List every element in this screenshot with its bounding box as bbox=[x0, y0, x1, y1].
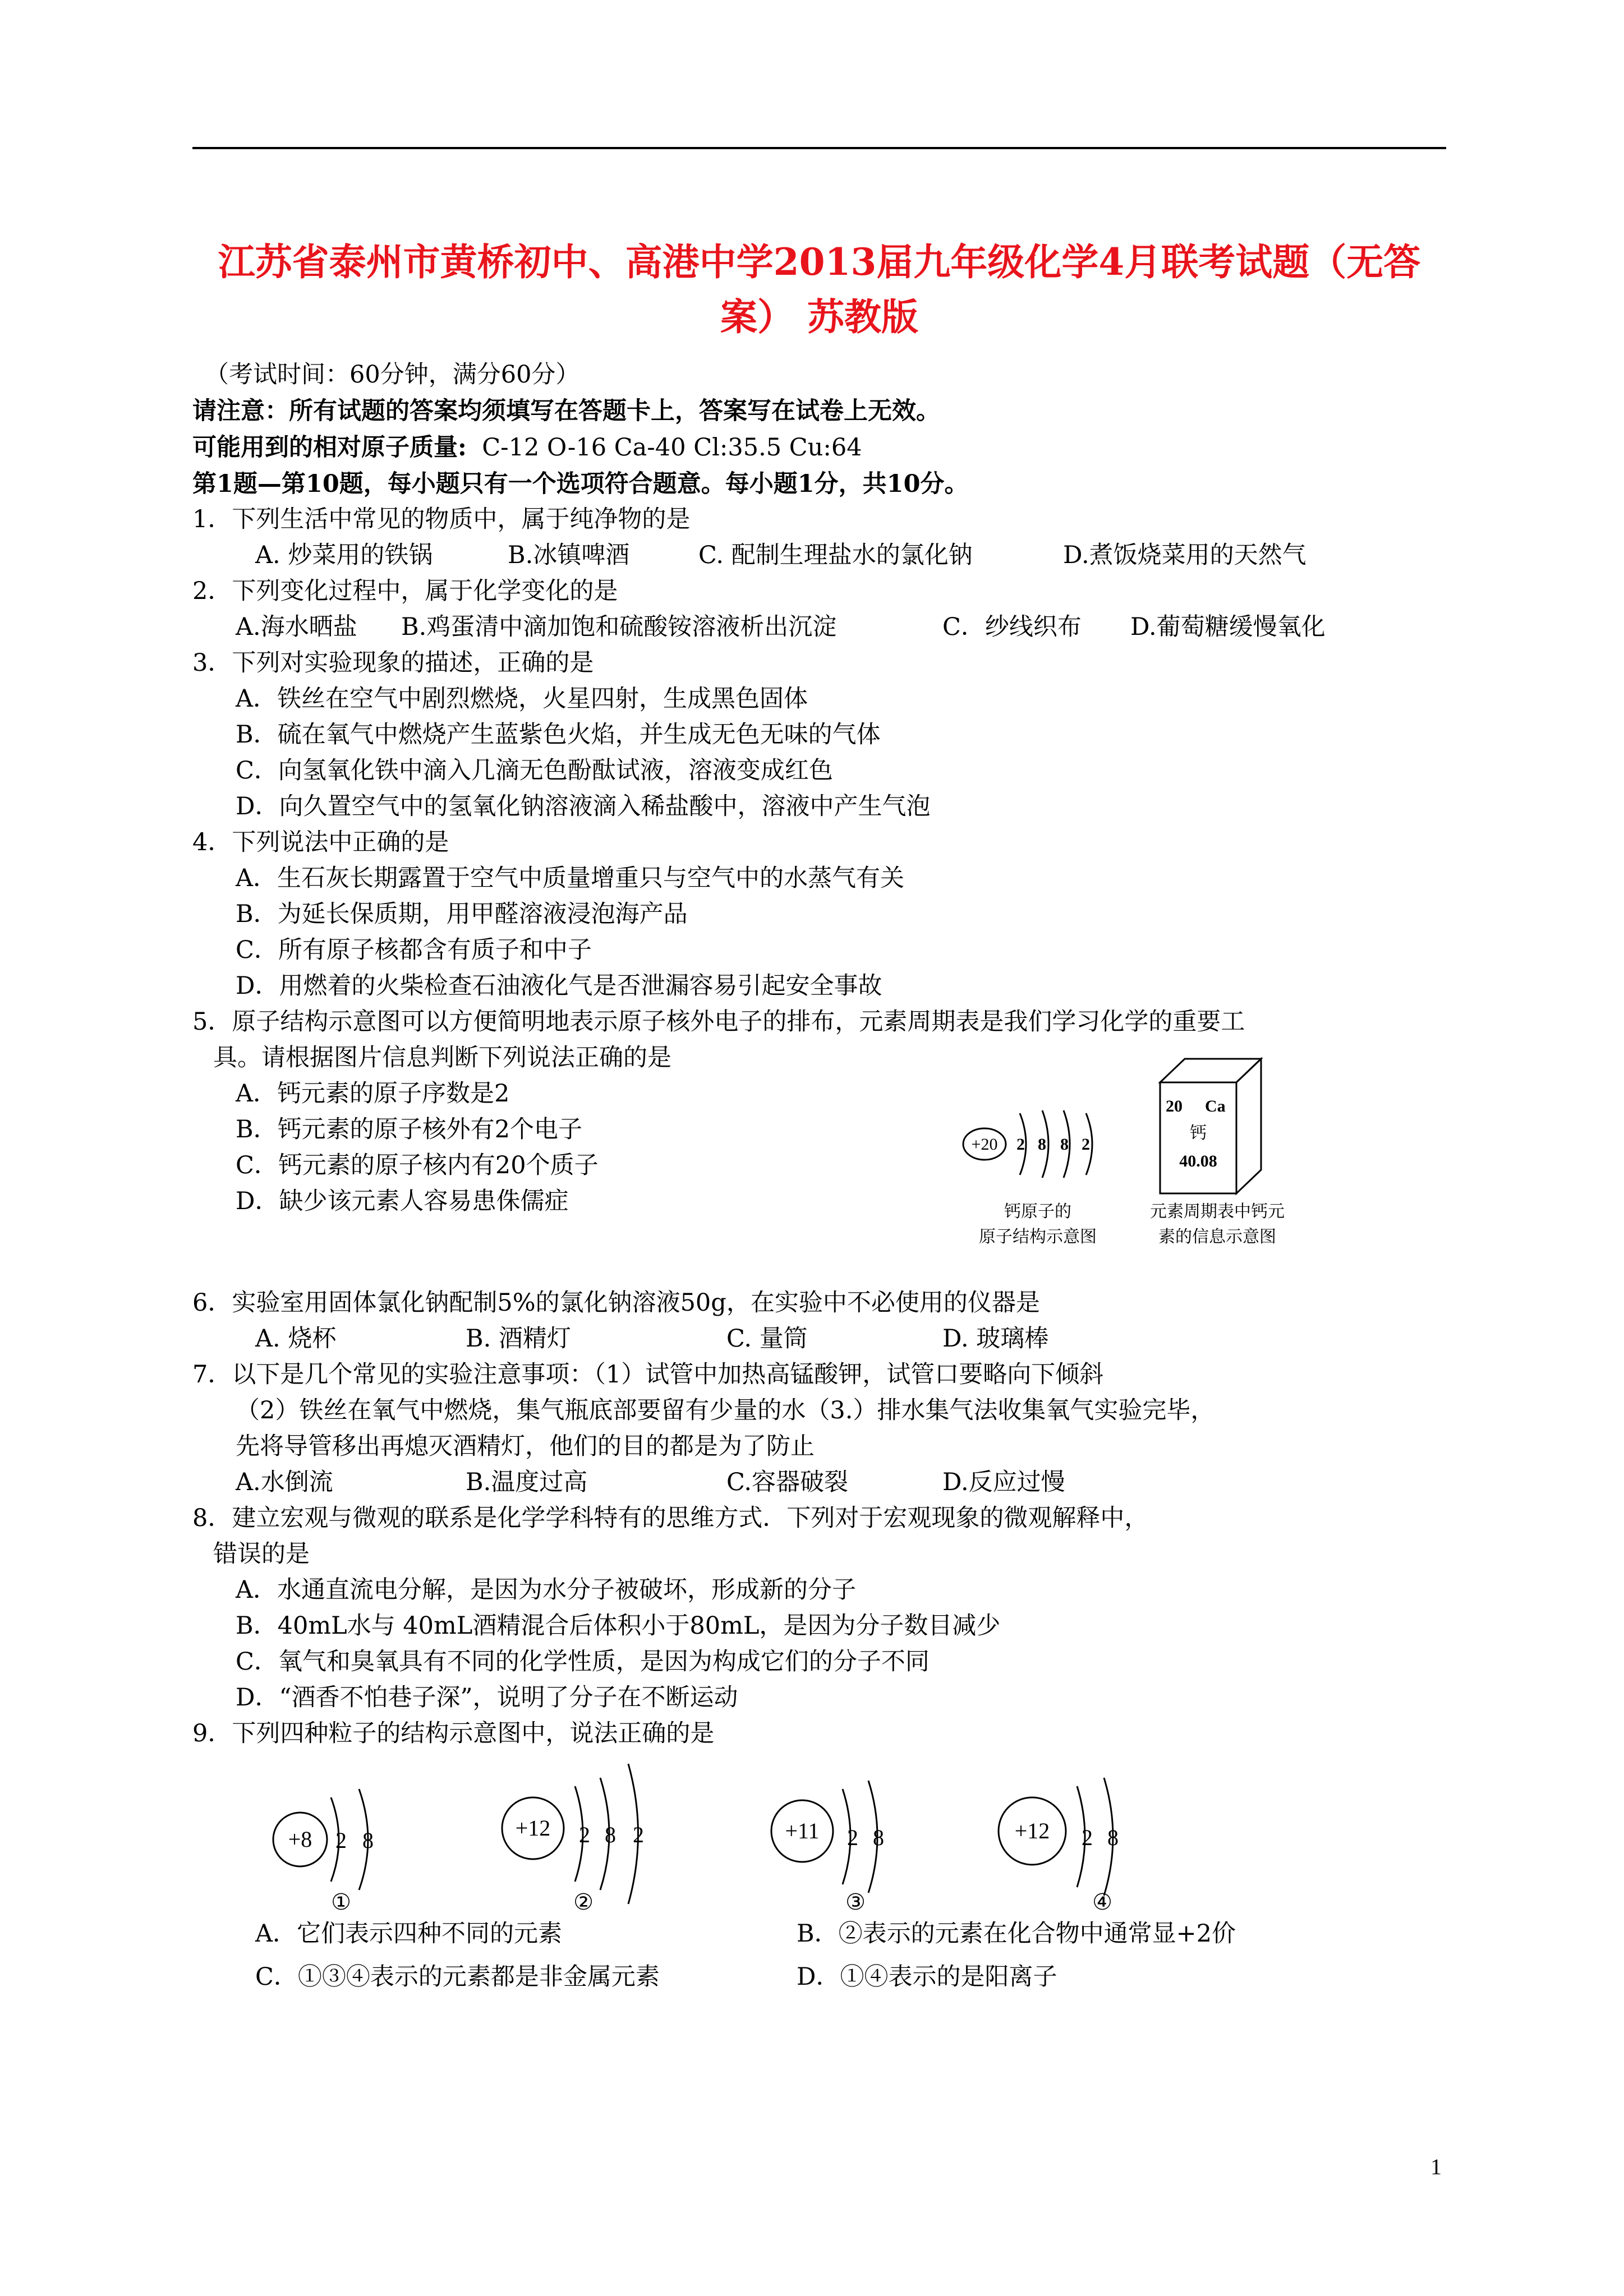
exam-time: （考试时间：60分钟，满分60分） bbox=[205, 361, 580, 389]
option: C．所有原子核都含有质子和中子 bbox=[236, 936, 592, 964]
option: B．②表示的元素在化合物中通常显+2价 bbox=[797, 1920, 1236, 1948]
periodic-tile bbox=[1150, 1059, 1285, 1246]
question-stem: 7．以下是几个常见的实验注意事项：（1）试管中加热高锰酸钾，试管口要略向下倾斜 bbox=[192, 1361, 1104, 1389]
option: C．向氢氧化铁中滴入几滴无色酚酞试液，溶液变成红色 bbox=[236, 757, 833, 785]
shell-electrons: 8 bbox=[1060, 1135, 1069, 1154]
atom-caption-line-1: 钙原子的 bbox=[1004, 1202, 1071, 1221]
option: A．水通直流电分解，是因为水分子被破坏，形成新的分子 bbox=[236, 1576, 857, 1604]
calcium-figure bbox=[954, 1054, 1313, 1262]
option: D．用燃着的火柴检查石油液化气是否泄漏容易引起安全事故 bbox=[236, 972, 882, 1000]
particle-label: ① bbox=[331, 1889, 351, 1915]
option: D．缺少该元素人容易患侏儒症 bbox=[236, 1187, 569, 1215]
option: D.反应过慢 bbox=[942, 1468, 1065, 1496]
option: C.容器破裂 bbox=[726, 1468, 849, 1496]
section-instructions: 第1题—第10题，每小题只有一个选项符合题意。每小题1分，共10分。 bbox=[192, 470, 969, 498]
atomic-number: 20 bbox=[1166, 1097, 1183, 1115]
option: C．纱线织布 bbox=[942, 613, 1082, 641]
option: A.海水晒盐 bbox=[236, 613, 357, 641]
option: B.冰镇啤酒 bbox=[508, 541, 630, 569]
shell-electrons: 2 bbox=[579, 1822, 590, 1847]
question-stem-continued: 具。请根据图片信息判断下列说法正确的是 bbox=[213, 1044, 671, 1072]
option: B．硫在氧气中燃烧产生蓝紫色火焰，并生成无色无味的气体 bbox=[236, 721, 881, 749]
option: C．①③④表示的元素都是非金属元素 bbox=[255, 1963, 660, 1991]
option: A．铁丝在空气中剧烈燃烧，火星四射，生成黑色固体 bbox=[236, 685, 808, 713]
shell-electrons: 8 bbox=[1038, 1135, 1046, 1154]
element-name: 钙 bbox=[1190, 1124, 1207, 1142]
tile-caption-line-2: 素的信息示意图 bbox=[1158, 1228, 1276, 1246]
title-line-1: 江苏省泰州市黄桥初中、高港中学2013届九年级化学4月联考试题（无答 bbox=[218, 240, 1421, 284]
atomic-mass-line bbox=[192, 432, 862, 463]
page-number: 1 bbox=[1430, 2154, 1442, 2179]
shell-electrons: 8 bbox=[362, 1828, 374, 1853]
option: D.葡萄糖缓慢氧化 bbox=[1130, 613, 1326, 641]
option: D．“酒香不怕巷子深”，说明了分子在不断运动 bbox=[236, 1684, 738, 1712]
option: B．40mL水与 40mL酒精混合后体积小于80mL，是因为分子数目减少 bbox=[236, 1612, 1001, 1640]
shell-electrons: 2 bbox=[1082, 1135, 1090, 1154]
shell-electrons: 8 bbox=[605, 1822, 616, 1847]
option: A.水倒流 bbox=[236, 1468, 333, 1496]
question-stem: 8．建立宏观与微观的联系是化学学科特有的思维方式．下列对于宏观现象的微观解释中， bbox=[192, 1504, 1149, 1532]
particle-label: ③ bbox=[845, 1889, 866, 1915]
option: A. 烧杯 bbox=[255, 1325, 337, 1353]
option: D. 玻璃棒 bbox=[942, 1325, 1049, 1353]
option: B．为延长保质期，用甲醛溶液浸泡海产品 bbox=[236, 900, 688, 928]
notice: 请注意：所有试题的答案均须填写在答题卡上，答案写在试卷上无效。 bbox=[192, 397, 940, 425]
option: D．①④表示的是阳离子 bbox=[797, 1963, 1057, 1991]
shell-electrons: 8 bbox=[873, 1825, 884, 1850]
particle-label: ④ bbox=[1092, 1889, 1112, 1915]
nucleus-charge: +12 bbox=[1014, 1818, 1050, 1843]
atomic-mass: 40.08 bbox=[1179, 1152, 1217, 1170]
tile-side bbox=[1236, 1059, 1261, 1193]
option: B．钙元素的原子核外有2个电子 bbox=[236, 1115, 582, 1144]
question-stem: 1．下列生活中常见的物质中，属于纯净物的是 bbox=[192, 505, 691, 533]
atomic-mass-label: 可能用到的相对原子质量: bbox=[192, 434, 467, 462]
particle-diagram-3 bbox=[771, 1781, 884, 1915]
question-stem-continued: （2）铁丝在氧气中燃烧，集气瓶底部要留有少量的水（3.）排水集气法收集氧气实验完毕， bbox=[236, 1396, 1215, 1424]
question-stem: 3．下列对实验现象的描述，正确的是 bbox=[192, 649, 594, 677]
option: B.温度过高 bbox=[466, 1468, 588, 1496]
atom-caption-line-2: 原子结构示意图 bbox=[979, 1228, 1097, 1246]
option: B.鸡蛋清中滴加饱和硫酸铵溶液析出沉淀 bbox=[401, 613, 837, 641]
nucleus-charge: +8 bbox=[288, 1827, 312, 1852]
option: C．氧气和臭氧具有不同的化学性质，是因为构成它们的分子不同 bbox=[236, 1648, 930, 1676]
question-stem: 6．实验室用固体氯化钠配制5%的氯化钠溶液50g，在实验中不必使用的仪器是 bbox=[192, 1289, 1040, 1317]
particle-diagram-1 bbox=[273, 1789, 374, 1915]
element-symbol: Ca bbox=[1205, 1097, 1226, 1115]
question-stem-continued: 错误的是 bbox=[213, 1540, 310, 1568]
option: C. 配制生理盐水的氯化钠 bbox=[698, 541, 973, 569]
shell-electrons: 2 bbox=[335, 1828, 347, 1853]
tile-top bbox=[1160, 1059, 1261, 1082]
option: A. 炒菜用的铁锅 bbox=[255, 541, 433, 569]
particle-diagram-2 bbox=[502, 1764, 644, 1915]
calcium-atom-diagram bbox=[963, 1110, 1097, 1246]
shell-electrons: 8 bbox=[1107, 1825, 1119, 1850]
option: A．它们表示四种不同的元素 bbox=[255, 1920, 563, 1948]
particle-diagram-4 bbox=[999, 1778, 1119, 1915]
question-stem: 9．下列四种粒子的结构示意图中，说法正确的是 bbox=[192, 1719, 715, 1748]
option: A．生石灰长期露置于空气中质量增重只与空气中的水蒸气有关 bbox=[236, 864, 905, 892]
shell-electrons: 2 bbox=[1082, 1825, 1093, 1850]
shell-electrons: 2 bbox=[1016, 1135, 1025, 1154]
shell-electrons: 2 bbox=[847, 1825, 858, 1850]
option: D.煮饭烧菜用的天然气 bbox=[1063, 541, 1306, 569]
question-stem: 4．下列说法中正确的是 bbox=[192, 828, 449, 856]
header-rule bbox=[192, 147, 1446, 149]
nucleus-charge: +12 bbox=[515, 1815, 551, 1841]
option: C. 量筒 bbox=[726, 1325, 808, 1353]
particle-diagrams bbox=[247, 1753, 1200, 1921]
option: A．钙元素的原子序数是2 bbox=[236, 1080, 510, 1108]
shell-electrons: 2 bbox=[633, 1822, 644, 1847]
option: D．向久置空气中的氢氧化钠溶液滴入稀盐酸中，溶液中产生气泡 bbox=[236, 792, 931, 820]
option: C．钙元素的原子核内有20个质子 bbox=[236, 1151, 599, 1179]
particle-label: ② bbox=[573, 1889, 594, 1915]
atomic-mass-values: C-12 O-16 Ca-40 Cl:35.5 Cu:64 bbox=[482, 434, 862, 462]
question-stem: 2．下列变化过程中，属于化学变化的是 bbox=[192, 577, 618, 605]
question-stem: 5．原子结构示意图可以方便简明地表示原子核外电子的排布，元素周期表是我们学习化学的重要工 bbox=[192, 1008, 1245, 1036]
tile-caption-line-1: 元素周期表中钙元 bbox=[1150, 1202, 1285, 1221]
title-line-2: 案） 苏教版 bbox=[720, 295, 918, 339]
page-title bbox=[192, 234, 1446, 344]
question-stem-continued: 先将导管移出再熄灭酒精灯，他们的目的都是为了防止 bbox=[236, 1432, 815, 1460]
nucleus-charge: +20 bbox=[971, 1135, 998, 1154]
nucleus-charge: +11 bbox=[785, 1818, 820, 1843]
option: B. 酒精灯 bbox=[466, 1325, 571, 1353]
